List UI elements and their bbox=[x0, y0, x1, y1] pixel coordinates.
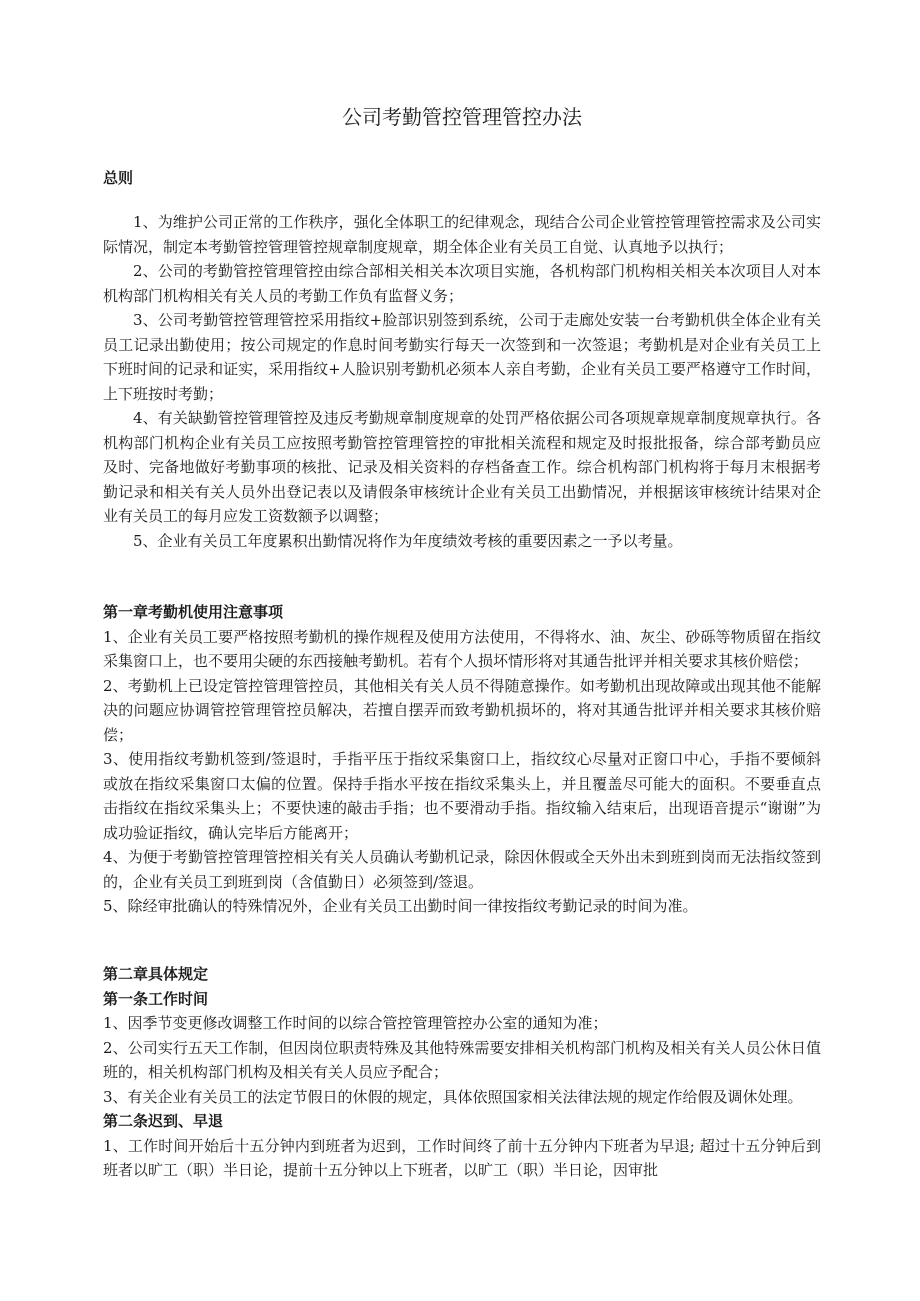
chapter-2 bbox=[103, 962, 821, 1183]
chapter-1-item-4: 4、为便于考勤管控管理管控相关有关人员确认考勤机记录，除因休假或全天外出未到班到岗而无法指纹签到的，企业有关员工到班到岗（含值勤日）必须签到/签退。 bbox=[103, 848, 821, 891]
section-1-heading: 第一条工作时间 bbox=[103, 989, 209, 1008]
section-1-item-2: 2、公司实行五天工作制，但因岗位职责特殊及其他特殊需要安排相关机构部门机构及相关有关人员公休日值班的，相关机构部门机构及相关有关人员应予配合； bbox=[103, 1038, 821, 1081]
general-item-5: 5、企业有关员工年度累积出勤情况将作为年度绩效考核的重要因素之一予以考量。 bbox=[133, 531, 683, 550]
general-provisions bbox=[103, 210, 821, 553]
section-1-item-3: 3、有关企业有关员工的法定节假日的休假的规定，具体依照国家相关法律法规的规定作给假及调休处理。 bbox=[103, 1087, 803, 1106]
document-title: 公司考勤管控管理管控办法 bbox=[342, 105, 582, 129]
chapter-1-heading: 第一章考勤机使用注意事项 bbox=[103, 603, 284, 621]
general-item-1: 1、为维护公司正常的工作秩序，强化全体职工的纪律观念，现结合公司企业管控管理管控需求及公司实际情况，制定本考勤管控管理管控规章制度规章，期全体企业有关员工自觉、认真地予以执行； bbox=[103, 213, 821, 256]
chapter-1-item-2: 2、考勤机上已设定管控管理管控员，其他相关有关人员不得随意操作。如考勤机出现故障或出现其他不能解决的问题应协调管控管理管控员解决，若擅自摆弄而致考勤机损坏的，将对其通告批评并相关要求其核价赔偿； bbox=[103, 676, 821, 744]
chapter-1-item-5: 5、除经审批确认的特殊情况外，企业有关员工出勤时间一律按指纹考勤记录的时间为准。 bbox=[103, 897, 698, 915]
chapter-1 bbox=[103, 600, 821, 919]
section-1-item-1: 1、因季节变更修改调整工作时间的以综合管控管理管控办公室的通知为准； bbox=[103, 1014, 608, 1032]
chapter-1-item-1: 1、企业有关员工要严格按照考勤机的操作规程及使用方法使用，不得将水、油、灰尘、砂砾等物质留在指纹采集窗口上，也不要用尖硬的东西接触考勤机。若有个人损坏情形将对其通告批评并相关要求其核价赔偿； bbox=[103, 627, 821, 670]
general-item-2: 2、公司的考勤管控管理管控由综合部相关相关本次项目实施，各机构部门机构相关相关本次项目人对本机构部门机构相关有关人员的考勤工作负有监督义务； bbox=[103, 262, 821, 305]
section-heading-general: 总则 bbox=[103, 169, 134, 187]
general-item-3: 3、公司考勤管控管理管控采用指纹+脸部识别签到系统，公司于走廊处安装一台考勤机供全体企业有关员工记录出勤使用；按公司规定的作息时间考勤实行每天一次签到和一次签退；考勤机是对企业有关员工上下班时间的记录和证实，采用指纹+人脸识别考勤机必须本人亲自考勤，企业有关员工要严格遵守工作时间，上下班按时考勤； bbox=[103, 311, 821, 403]
general-item-4: 4、有关缺勤管控管理管控及违反考勤规章制度规章的处罚严格依据公司各项规章规章制度规章执行。各机构部门机构企业有关员工应按照考勤管控管理管控的审批相关流程和规定及时报批报备，综合部考勤员应及时、完备地做好考勤事项的核批、记录及相关资料的存档备查工作。综合机构部门机构将于每月末根据考勤记录和相关有关人员外出登记表以及请假条审核统计企业有关员工出勤情况，并根据该审核统计结果对企业有关员工的每月应发工资数额予以调整； bbox=[103, 409, 821, 525]
chapter-1-item-3: 3、使用指纹考勤机签到/签退时，手指平压于指纹采集窗口上，指纹纹心尽量对正窗口中心，手指不要倾斜或放在指纹采集窗口太偏的位置。保持手指水平按在指纹采集头上，并且覆盖尽可能大的面积。不要垂直点击指纹在指纹采集头上；不要快速的敲击手指；也不要滑动手指。指纹输入结束后，出现语音提示“谢谢”为成功验证指纹，确认完毕后方能离开； bbox=[103, 750, 821, 842]
section-2-item-1: 1、工作时间开始后十五分钟内到班者为迟到，工作时间终了前十五分钟内下班者为早退; 超过十五分钟后到班者以旷工（职）半日论，提前十五分钟以上下班者，以旷工（职）半日论，因审批 bbox=[103, 1136, 821, 1179]
chapter-2-heading: 第二章具体规定 bbox=[103, 965, 209, 983]
section-2-heading: 第二条迟到、早退 bbox=[103, 1112, 224, 1130]
